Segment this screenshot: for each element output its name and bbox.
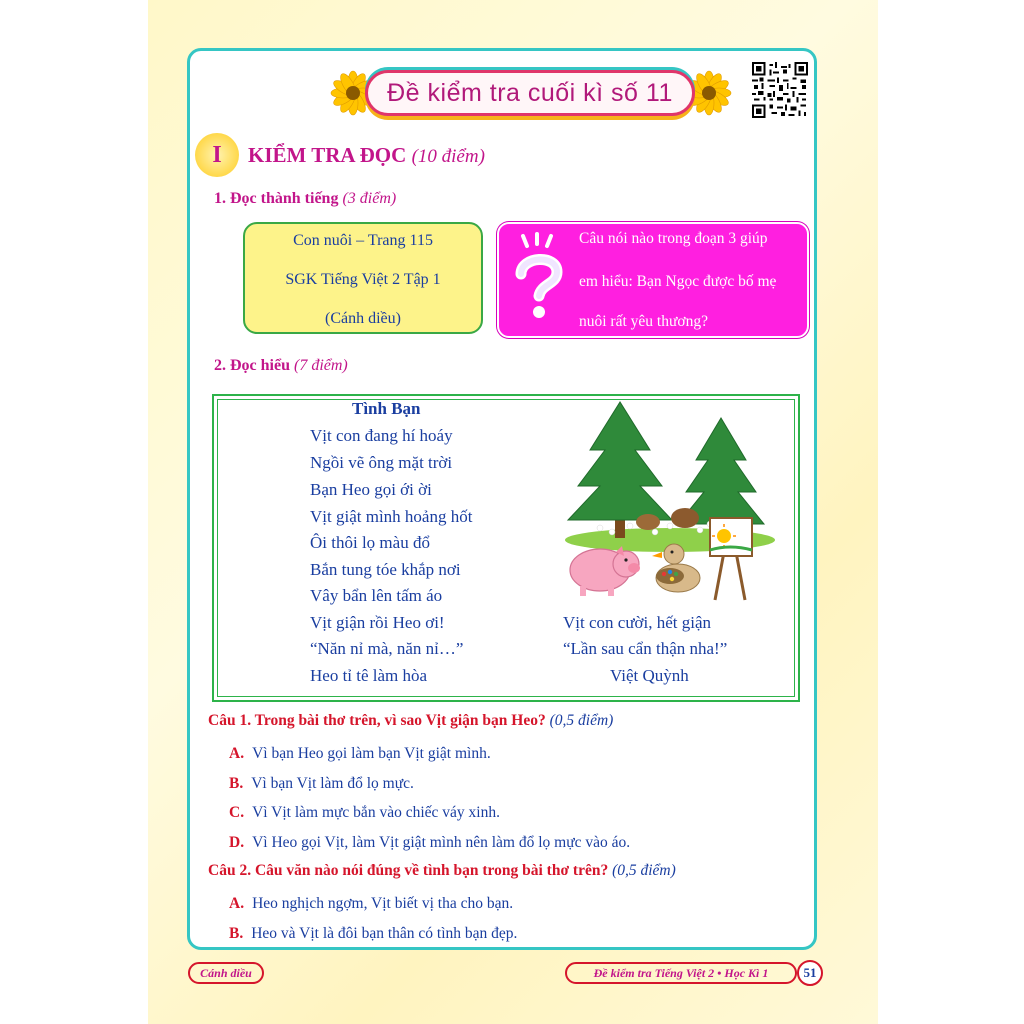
title-banner [365,70,695,116]
poem-line: “Năn nỉ mà, năn nỉ…” [310,639,464,658]
reading-question-line: em hiểu: Bạn Ngọc được bố mẹ [579,273,777,290]
poem-line: Vây bẩn lên tấm áo [310,586,443,605]
part2-heading [214,357,348,375]
answer-text: Heo nghịch ngợm, Vịt biết vị tha cho bạn. [252,895,514,912]
answer-option [229,834,630,852]
answer-option [229,745,491,763]
poem-line: Vịt con cười, hết giận [563,613,712,632]
tree-icon [568,402,672,520]
answer-text: Vì bạn Vịt làm đổ lọ mực. [251,775,414,792]
part1-heading-text: 1. Đọc thành tiếng [214,190,339,207]
question-2-label: Câu 2. Câu văn nào nói đúng về tình bạn trong bài thơ trên? [208,862,609,879]
page-title: Đề kiểm tra cuối kì số 11 [387,78,673,107]
poem-line: Heo tỉ tê làm hòa [310,666,428,685]
poem-author: Việt Quỳnh [610,666,689,685]
poem-line: Vịt giật mình hoảng hốt [310,507,473,526]
easel-icon [710,518,752,600]
question-2 [208,862,676,880]
reading-question-line: nuôi rất yêu thương? [579,313,708,330]
poem-title: Tình Bạn [352,399,421,418]
question-mark-icon [507,232,567,322]
reading-source-box [243,222,483,334]
reading-source-line: SGK Tiếng Việt 2 Tập 1 [285,271,441,288]
reading-question-line: Câu nói nào trong đoạn 3 giúp [579,230,768,247]
footer-series-text: Cánh diều [200,965,252,980]
reading-source-line: Con nuôi – Trang 115 [293,232,433,249]
question-1 [208,712,613,730]
poem-line: Ngồi vẽ ông mặt trời [310,453,453,472]
answer-letter: A. [229,895,245,912]
footer-book-title [565,962,797,984]
footer-series-badge [188,962,264,984]
poem-line: Ôi thôi lọ màu đổ [310,533,430,552]
reading-question-box [497,222,809,338]
poem-line: “Lần sau cẩn thận nha!” [563,639,728,658]
reading-source-line: (Cánh diều) [325,310,401,327]
answer-letter: D. [229,834,245,851]
section-number-badge [195,133,239,177]
answer-option [229,895,513,913]
poem-line: Bạn Heo gọi ới ời [310,480,432,499]
part1-heading [214,190,396,208]
section-number: I [212,141,222,168]
question-1-points: (0,5 điểm) [549,712,614,729]
answer-text: Heo và Vịt là đôi bạn thân có tình bạn đẹp. [251,925,518,942]
section-title-text: KIỂM TRA ĐỌC [248,143,407,167]
page-number [797,960,823,986]
qr-code-icon [752,62,808,118]
footer-book-title-text: Đề kiểm tra Tiếng Việt 2 • Học Kì 1 [593,965,769,980]
section-points: (10 điểm) [411,146,485,167]
tree-icon [678,418,764,524]
question-2-points: (0,5 điểm) [612,862,676,879]
pig-icon [570,546,640,596]
answer-letter: C. [229,804,245,821]
poem-illustration [560,400,780,608]
question-1-label: Câu 1. Trong bài thơ trên, vì sao Vịt giận bạn Heo? [208,712,546,729]
part2-points: (7 điểm) [294,357,348,374]
section-title [248,143,485,168]
page-number-text: 51 [803,965,817,980]
poem-line: Vịt con đang hí hoáy [310,426,453,445]
poem-line: Bắn tung tóe khắp nơi [310,560,461,579]
answer-text: Vì bạn Heo gọi làm bạn Vịt giật mình. [252,745,491,762]
part1-points: (3 điểm) [342,190,397,207]
answer-option [229,775,414,793]
poem-line: Vịt giận rồi Heo ơi! [310,613,445,632]
answer-text: Vì Heo gọi Vịt, làm Vịt giật mình nên làm đổ lọ mực vào áo. [252,834,631,851]
answer-letter: A. [229,745,245,762]
answer-letter: B. [229,775,244,792]
answer-letter: B. [229,925,244,942]
part2-heading-text: 2. Đọc hiểu [214,357,290,374]
answer-option [229,804,500,822]
answer-text: Vì Vịt làm mực bắn vào chiếc váy xinh. [252,804,500,821]
answer-option [229,925,517,943]
